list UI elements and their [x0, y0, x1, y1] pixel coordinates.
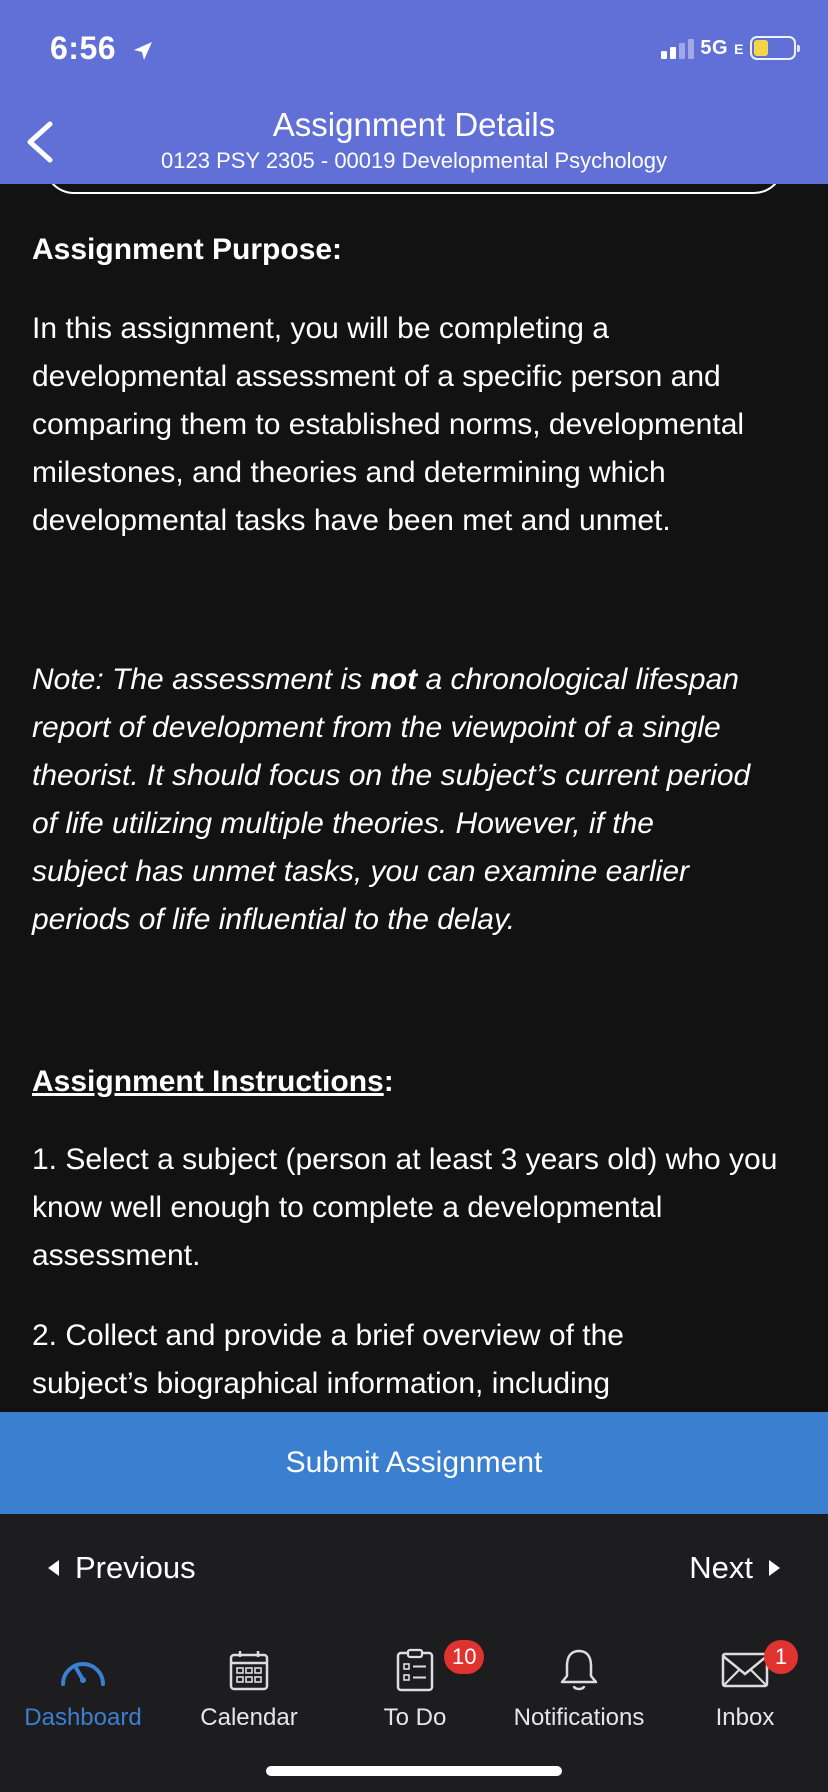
note-line: report of development from the viewpoint of a single: [32, 711, 721, 744]
step-line: 2. Collect and provide a brief overview of the: [32, 1319, 624, 1352]
course-subtitle: 0123 PSY 2305 - 00019 Developmental Psychology: [161, 148, 667, 173]
todo-count-badge: 10: [444, 1640, 484, 1674]
tab-calendar[interactable]: Calendar: [166, 1640, 332, 1732]
inbox-count-badge: 1: [764, 1640, 798, 1674]
step-line: know well enough to complete a developmental: [32, 1191, 663, 1224]
status-indicators: [661, 36, 796, 60]
tab-notifications[interactable]: Notifications: [496, 1640, 662, 1732]
purpose-line: milestones, and theories and determining which: [32, 456, 666, 489]
caret-left-icon: [48, 1560, 59, 1576]
note-line: theorist. It should focus on the subject’s current period: [32, 759, 751, 792]
location-arrow-icon: [131, 39, 155, 63]
envelope-icon: [721, 1652, 769, 1688]
next-button[interactable]: Next: [689, 1550, 780, 1586]
cellular-signal-icon: [661, 37, 694, 59]
purpose-line: In this assignment, you will be completing a: [32, 312, 609, 345]
purpose-heading: Assignment Purpose:: [32, 233, 343, 266]
purpose-line: comparing them to established norms, developmental: [32, 408, 745, 441]
pager-bar: [0, 1514, 828, 1626]
note-line: subject has unmet tasks, you can examine earlier: [32, 855, 689, 888]
network-type: 5G E: [700, 36, 744, 59]
app-header: [0, 0, 828, 184]
note-line: periods of life influential to the delay.: [32, 903, 516, 936]
calendar-icon: [229, 1649, 269, 1691]
home-indicator[interactable]: [266, 1766, 562, 1776]
note-emphasis: not: [370, 663, 418, 696]
card-bottom-edge: [44, 184, 784, 194]
todo-clipboard-icon: [395, 1648, 435, 1692]
purpose-line: developmental assessment of a specific person and: [32, 360, 721, 393]
battery-icon: [750, 36, 796, 60]
caret-right-icon: [769, 1560, 780, 1576]
bell-icon: [557, 1647, 601, 1693]
dashboard-gauge-icon: [57, 1650, 109, 1690]
tab-todo[interactable]: 10 To Do: [332, 1640, 498, 1732]
step-line: assessment.: [32, 1239, 201, 1272]
previous-button[interactable]: Previous: [48, 1550, 196, 1586]
submit-assignment-button[interactable]: Submit Assignment: [0, 1412, 828, 1514]
tab-inbox[interactable]: 1 Inbox: [662, 1640, 828, 1732]
tab-dashboard[interactable]: Dashboard: [0, 1640, 166, 1732]
status-time: 6:56: [50, 30, 155, 67]
instructions-heading: Assignment Instructions:: [32, 1065, 394, 1098]
page-title: Assignment Details: [272, 106, 556, 143]
purpose-line: developmental tasks have been met and unmet.: [32, 504, 671, 537]
step-line: subject’s biographical information, including: [32, 1367, 611, 1400]
step-line: 1. Select a subject (person at least 3 years old) who you: [32, 1143, 778, 1176]
assignment-content[interactable]: [0, 184, 828, 1412]
note-line: of life utilizing multiple theories. However, if the: [32, 807, 654, 840]
note-line: Note: The assessment is not a chronological lifespan: [32, 663, 739, 696]
